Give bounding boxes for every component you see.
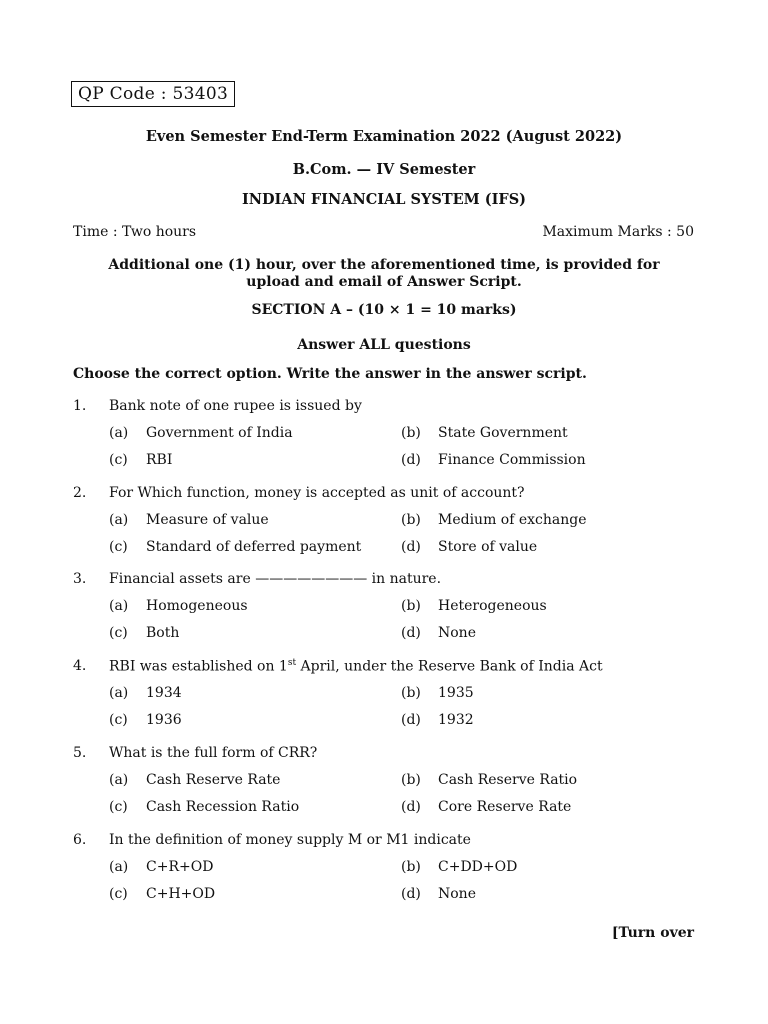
option-text: Cash Reserve Rate <box>146 772 281 788</box>
question-text-start: RBI was established on 1 <box>109 658 288 675</box>
question-3 <box>73 571 703 652</box>
question-6 <box>73 832 703 913</box>
option-label: (b) <box>401 425 421 441</box>
question-text: In the definition of money supply M or M1 indicate <box>109 832 471 848</box>
question-5 <box>73 745 703 826</box>
option-text: RBI <box>146 452 173 468</box>
option-label: (c) <box>109 799 128 815</box>
option-label: (a) <box>109 512 129 528</box>
option-text: 1936 <box>146 712 182 728</box>
option-label: (c) <box>109 452 128 468</box>
max-marks-label: Maximum Marks : 50 <box>542 224 694 240</box>
option-text: None <box>438 625 476 641</box>
option-label: (a) <box>109 425 129 441</box>
option-text: Government of India <box>146 425 293 441</box>
question-text-end: April, under the Reserve Bank of India Act <box>296 658 603 675</box>
option-label: (c) <box>109 539 128 555</box>
option-text: None <box>438 886 476 902</box>
additional-time-note <box>0 257 768 291</box>
option-text: Heterogeneous <box>438 598 547 614</box>
option-text: Store of value <box>438 539 538 555</box>
option-label: (a) <box>109 685 129 701</box>
option-text: 1935 <box>438 685 474 701</box>
question-number: 1. <box>73 398 87 414</box>
question-number: 3. <box>73 571 87 587</box>
option-text: 1934 <box>146 685 182 701</box>
option-label: (d) <box>401 452 421 468</box>
option-text: Measure of value <box>146 512 269 528</box>
additional-line-2: upload and email of Answer Script. <box>246 274 522 290</box>
option-text: C+H+OD <box>146 886 216 902</box>
question-text: For Which function, money is accepted as unit of account? <box>109 485 525 501</box>
time-label: Time : Two hours <box>73 224 197 240</box>
option-label: (c) <box>109 712 128 728</box>
option-text: C+DD+OD <box>438 859 518 875</box>
option-label: (a) <box>109 859 129 875</box>
option-label: (a) <box>109 772 129 788</box>
ordinal-suffix: st <box>287 658 297 668</box>
option-label: (d) <box>401 625 421 641</box>
option-label: (d) <box>401 712 421 728</box>
subject-title: INDIAN FINANCIAL SYSTEM (IFS) <box>241 191 527 208</box>
course-title: B.Com. — IV Semester <box>292 161 476 178</box>
question-number: 6. <box>73 832 87 848</box>
option-text: C+R+OD <box>146 859 214 875</box>
additional-line-1: Additional one (1) hour, over the aforementioned time, is provided for <box>108 257 660 273</box>
question-2 <box>73 485 703 566</box>
option-label: (b) <box>401 772 421 788</box>
option-label: (d) <box>401 539 421 555</box>
answer-all-heading: Answer ALL questions <box>297 337 471 353</box>
question-1 <box>73 398 703 479</box>
option-label: (b) <box>401 859 421 875</box>
question-text: Financial assets are ———————— in nature. <box>109 571 442 587</box>
question-text: What is the full form of CRR? <box>109 745 318 761</box>
question-number: 5. <box>73 745 87 761</box>
section-heading: SECTION A – (10 × 1 = 10 marks) <box>251 302 517 318</box>
option-text: Both <box>146 625 180 641</box>
option-label: (d) <box>401 799 421 815</box>
time-marks-row <box>73 224 694 240</box>
option-label: (c) <box>109 886 128 902</box>
option-label: (b) <box>401 598 421 614</box>
option-text: Standard of deferred payment <box>146 539 362 555</box>
option-label: (b) <box>401 512 421 528</box>
option-text: Finance Commission <box>438 452 586 468</box>
turn-over-note: [Turn over <box>611 925 694 941</box>
option-text: Cash Reserve Ratio <box>438 772 578 788</box>
instruction-text: Choose the correct option. Write the answer in the answer script. <box>73 366 587 382</box>
option-label: (d) <box>401 886 421 902</box>
option-label: (b) <box>401 685 421 701</box>
option-text: State Government <box>438 425 568 441</box>
exam-title: Even Semester End-Term Examination 2022 (August 2022) <box>145 128 623 145</box>
option-text: Homogeneous <box>146 598 248 614</box>
qp-code-box: QP Code : 53403 <box>71 81 235 107</box>
question-number: 2. <box>73 485 87 501</box>
question-text: Bank note of one rupee is issued by <box>109 398 362 414</box>
option-text: 1932 <box>438 712 474 728</box>
option-label: (a) <box>109 598 129 614</box>
question-text <box>109 658 603 675</box>
option-text: Medium of exchange <box>438 512 587 528</box>
question-4 <box>73 658 703 739</box>
option-label: (c) <box>109 625 128 641</box>
question-number: 4. <box>73 658 87 674</box>
option-text: Cash Recession Ratio <box>146 799 300 815</box>
option-text: Core Reserve Rate <box>438 799 572 815</box>
